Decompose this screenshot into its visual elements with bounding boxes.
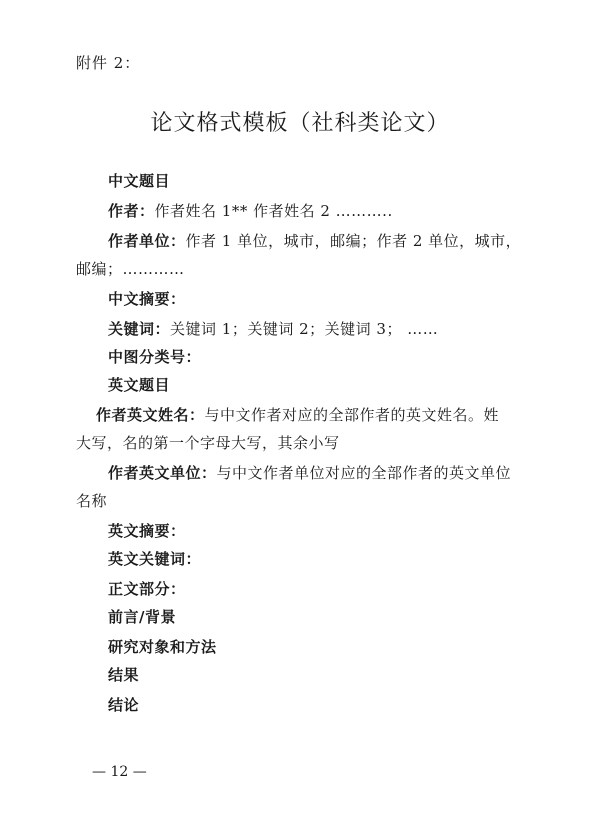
cn-title-line: 中文题目 xyxy=(108,172,171,190)
en-unit-continuation: 名称 xyxy=(76,492,108,510)
author-line xyxy=(108,200,393,221)
en-abstract-line: 英文摘要： xyxy=(108,522,186,540)
clc-line: 中图分类号： xyxy=(108,348,202,366)
results-line: 结果 xyxy=(108,666,140,684)
keywords-value: 关键词 1；关键词 2；关键词 3； …… xyxy=(170,320,439,338)
en-unit-value: 与中文作者单位对应的全部作者的英文单位 xyxy=(216,464,512,482)
en-name-value: 与中文作者对应的全部作者的英文姓名。姓 xyxy=(204,406,500,424)
keywords-line xyxy=(108,318,438,339)
unit-label: 作者单位： xyxy=(108,232,186,250)
keywords-label: 关键词： xyxy=(108,320,171,338)
cn-abstract-line: 中文摘要： xyxy=(108,290,186,308)
author-label: 作者： xyxy=(108,202,155,220)
body-line: 正文部分： xyxy=(108,580,186,598)
en-name-continuation: 大写，名的第一个字母大写，其余小写 xyxy=(76,434,340,452)
en-name-line xyxy=(96,404,499,425)
intro-line: 前言/背景 xyxy=(108,608,176,626)
page-title: 论文格式模板（社科类论文） xyxy=(150,111,450,136)
en-unit-line xyxy=(108,462,511,483)
unit-value: 作者 1 单位，城市，邮编；作者 2 单位，城市， xyxy=(185,232,522,250)
en-unit-label: 作者英文单位： xyxy=(108,464,217,482)
unit-continuation: 邮编；………… xyxy=(76,260,185,278)
page-number: — 12 — xyxy=(92,764,147,780)
unit-line xyxy=(108,230,521,251)
methods-line: 研究对象和方法 xyxy=(108,638,217,656)
en-title-line: 英文题目 xyxy=(108,376,171,394)
author-value: 作者姓名 1** 作者姓名 2 ……….. xyxy=(154,202,393,220)
en-keywords-line: 英文关键词： xyxy=(108,550,202,568)
en-name-label: 作者英文姓名： xyxy=(96,406,205,424)
attachment-label: 附件 2： xyxy=(76,54,141,72)
conclusion-line: 结论 xyxy=(108,696,140,714)
